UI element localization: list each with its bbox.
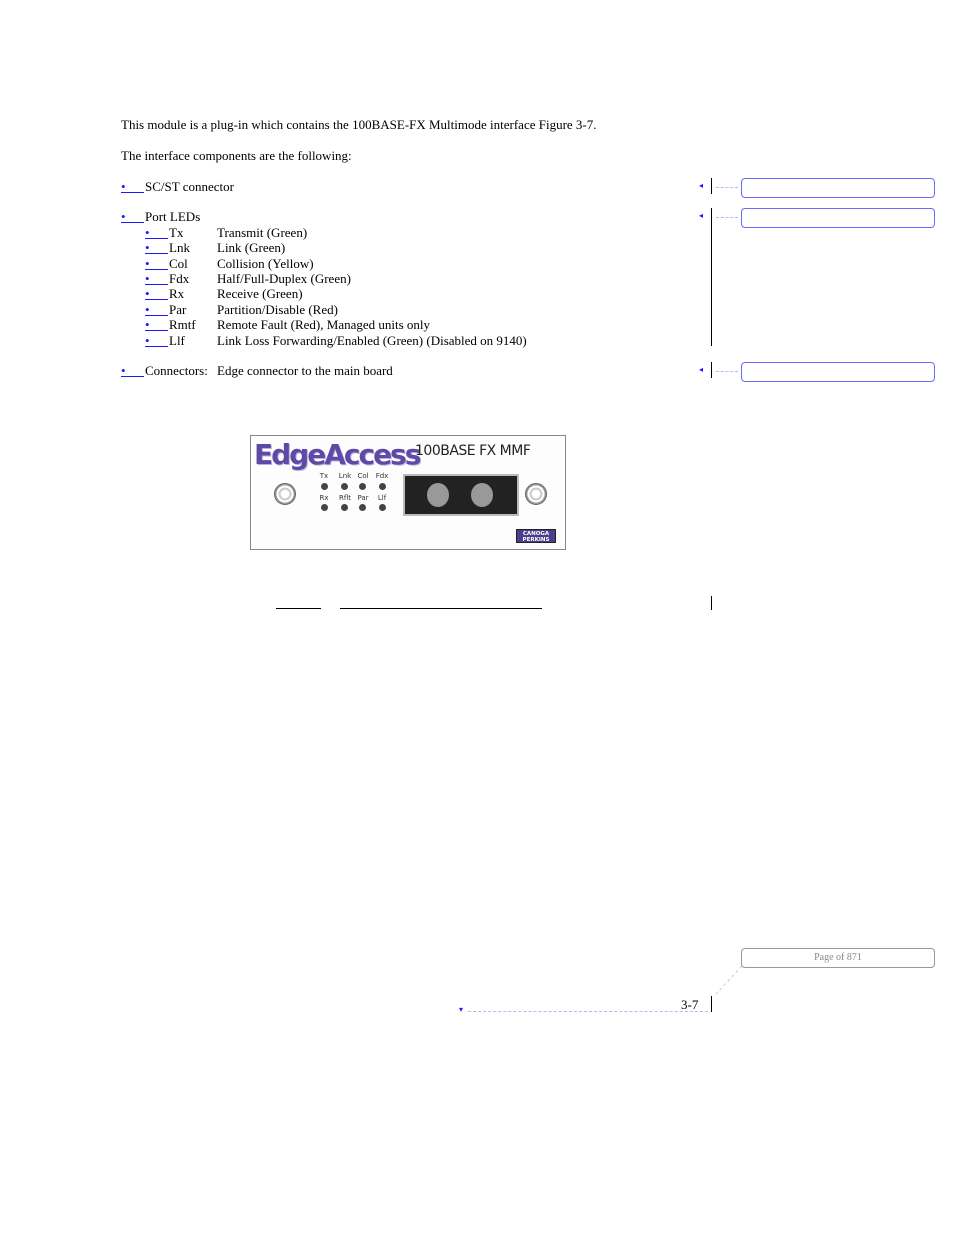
bullet-label: SC/ST connector <box>145 179 234 194</box>
led-code: Fdx <box>169 271 190 286</box>
led-indicator <box>379 483 386 490</box>
bullet-link[interactable]: • <box>145 225 168 239</box>
module-faceplate-figure <box>250 435 566 550</box>
led-description: Link (Green) <box>217 240 286 255</box>
logo-line: CANOGA <box>522 531 550 537</box>
led-description: Link Loss Forwarding/Enabled (Green) (Disabled on 9140) <box>217 333 527 348</box>
comment-arrow-icon[interactable]: ◂ <box>699 211 704 220</box>
change-bar <box>711 996 712 1012</box>
led-indicator <box>359 504 366 511</box>
bullet-link[interactable]: • <box>121 209 144 223</box>
change-bar <box>711 362 712 378</box>
logo-line: PERKINS <box>522 537 550 543</box>
led-indicator <box>341 504 348 511</box>
led-code: Col <box>169 256 188 271</box>
led-label: Par <box>357 494 369 502</box>
led-description: Partition/Disable (Red) <box>217 302 338 317</box>
change-bar <box>711 208 712 346</box>
led-description: Transmit (Green) <box>217 225 308 240</box>
bullet-link[interactable]: • <box>145 256 168 270</box>
comment-connector <box>716 217 738 218</box>
change-bar <box>711 596 712 610</box>
intro-paragraph: This module is a plug-in which contains the 100BASE-FX Multimode interface Figure 3-7. <box>121 117 597 132</box>
sc-st-connector <box>403 474 519 516</box>
comment-arrow-icon[interactable]: ◂ <box>699 365 704 374</box>
bullet-link[interactable]: • <box>121 363 144 377</box>
led-description: Remote Fault (Red), Managed units only <box>217 317 431 332</box>
caption-underline <box>340 608 542 609</box>
led-code: Rmtf <box>169 317 196 332</box>
right-screw-icon <box>525 483 547 505</box>
comment-balloon[interactable] <box>741 362 935 382</box>
led-label: Tx <box>319 472 329 480</box>
led-indicator <box>359 483 366 490</box>
led-indicator <box>379 504 386 511</box>
page-number: 3-7 <box>681 997 699 1012</box>
change-bar <box>711 178 712 194</box>
comment-connector <box>716 371 738 372</box>
led-label: Llf <box>377 494 387 502</box>
led-indicator <box>341 483 348 490</box>
connectors-value: Edge connector to the main board <box>217 363 393 378</box>
led-description: Receive (Green) <box>217 286 303 301</box>
led-indicator <box>321 504 328 511</box>
led-code: Tx <box>169 225 184 240</box>
led-description: Collision (Yellow) <box>217 256 314 271</box>
comment-arrow-icon[interactable]: ◂ <box>699 181 704 190</box>
led-label: Rx <box>319 494 329 502</box>
left-screw-icon <box>274 483 296 505</box>
led-code: Lnk <box>169 240 190 255</box>
bullet-link[interactable]: • <box>145 302 168 316</box>
connectors-label: Connectors: <box>145 363 208 378</box>
led-label: Lnk <box>338 472 352 480</box>
model-label: 100BASE FX MMF <box>415 443 531 459</box>
fiber-port <box>427 483 449 507</box>
led-indicator <box>321 483 328 490</box>
bullet-link[interactable]: • <box>121 179 144 193</box>
led-label: Rflt <box>338 494 352 502</box>
page-box-connector <box>712 966 744 996</box>
led-description: Half/Full-Duplex (Green) <box>217 271 351 286</box>
comment-connector <box>716 187 738 188</box>
canoga-perkins-logo <box>516 529 556 543</box>
intro-subheading: The interface components are the following: <box>121 148 352 163</box>
brand-logo: EdgeAccess <box>254 438 420 471</box>
footer-arrow-icon[interactable]: ▾ <box>459 1005 464 1014</box>
led-label: Col <box>357 472 369 480</box>
comment-balloon[interactable] <box>741 208 935 228</box>
bullet-link[interactable]: • <box>145 333 168 347</box>
bullet-link[interactable]: • <box>145 317 168 331</box>
fiber-port <box>471 483 493 507</box>
led-code: Rx <box>169 286 185 301</box>
led-code: Llf <box>169 333 185 348</box>
bullet-link[interactable]: • <box>145 286 168 300</box>
caption-underline <box>276 608 321 609</box>
bullet-link[interactable]: • <box>145 271 168 285</box>
bullet-label: Port LEDs <box>145 209 201 224</box>
bullet-link[interactable]: • <box>145 240 168 254</box>
led-code: Par <box>169 302 187 317</box>
footer-dashed-line <box>468 1011 708 1012</box>
page-count-box[interactable]: Page of 871 <box>741 948 935 968</box>
led-label: Fdx <box>375 472 389 480</box>
comment-balloon[interactable] <box>741 178 935 198</box>
